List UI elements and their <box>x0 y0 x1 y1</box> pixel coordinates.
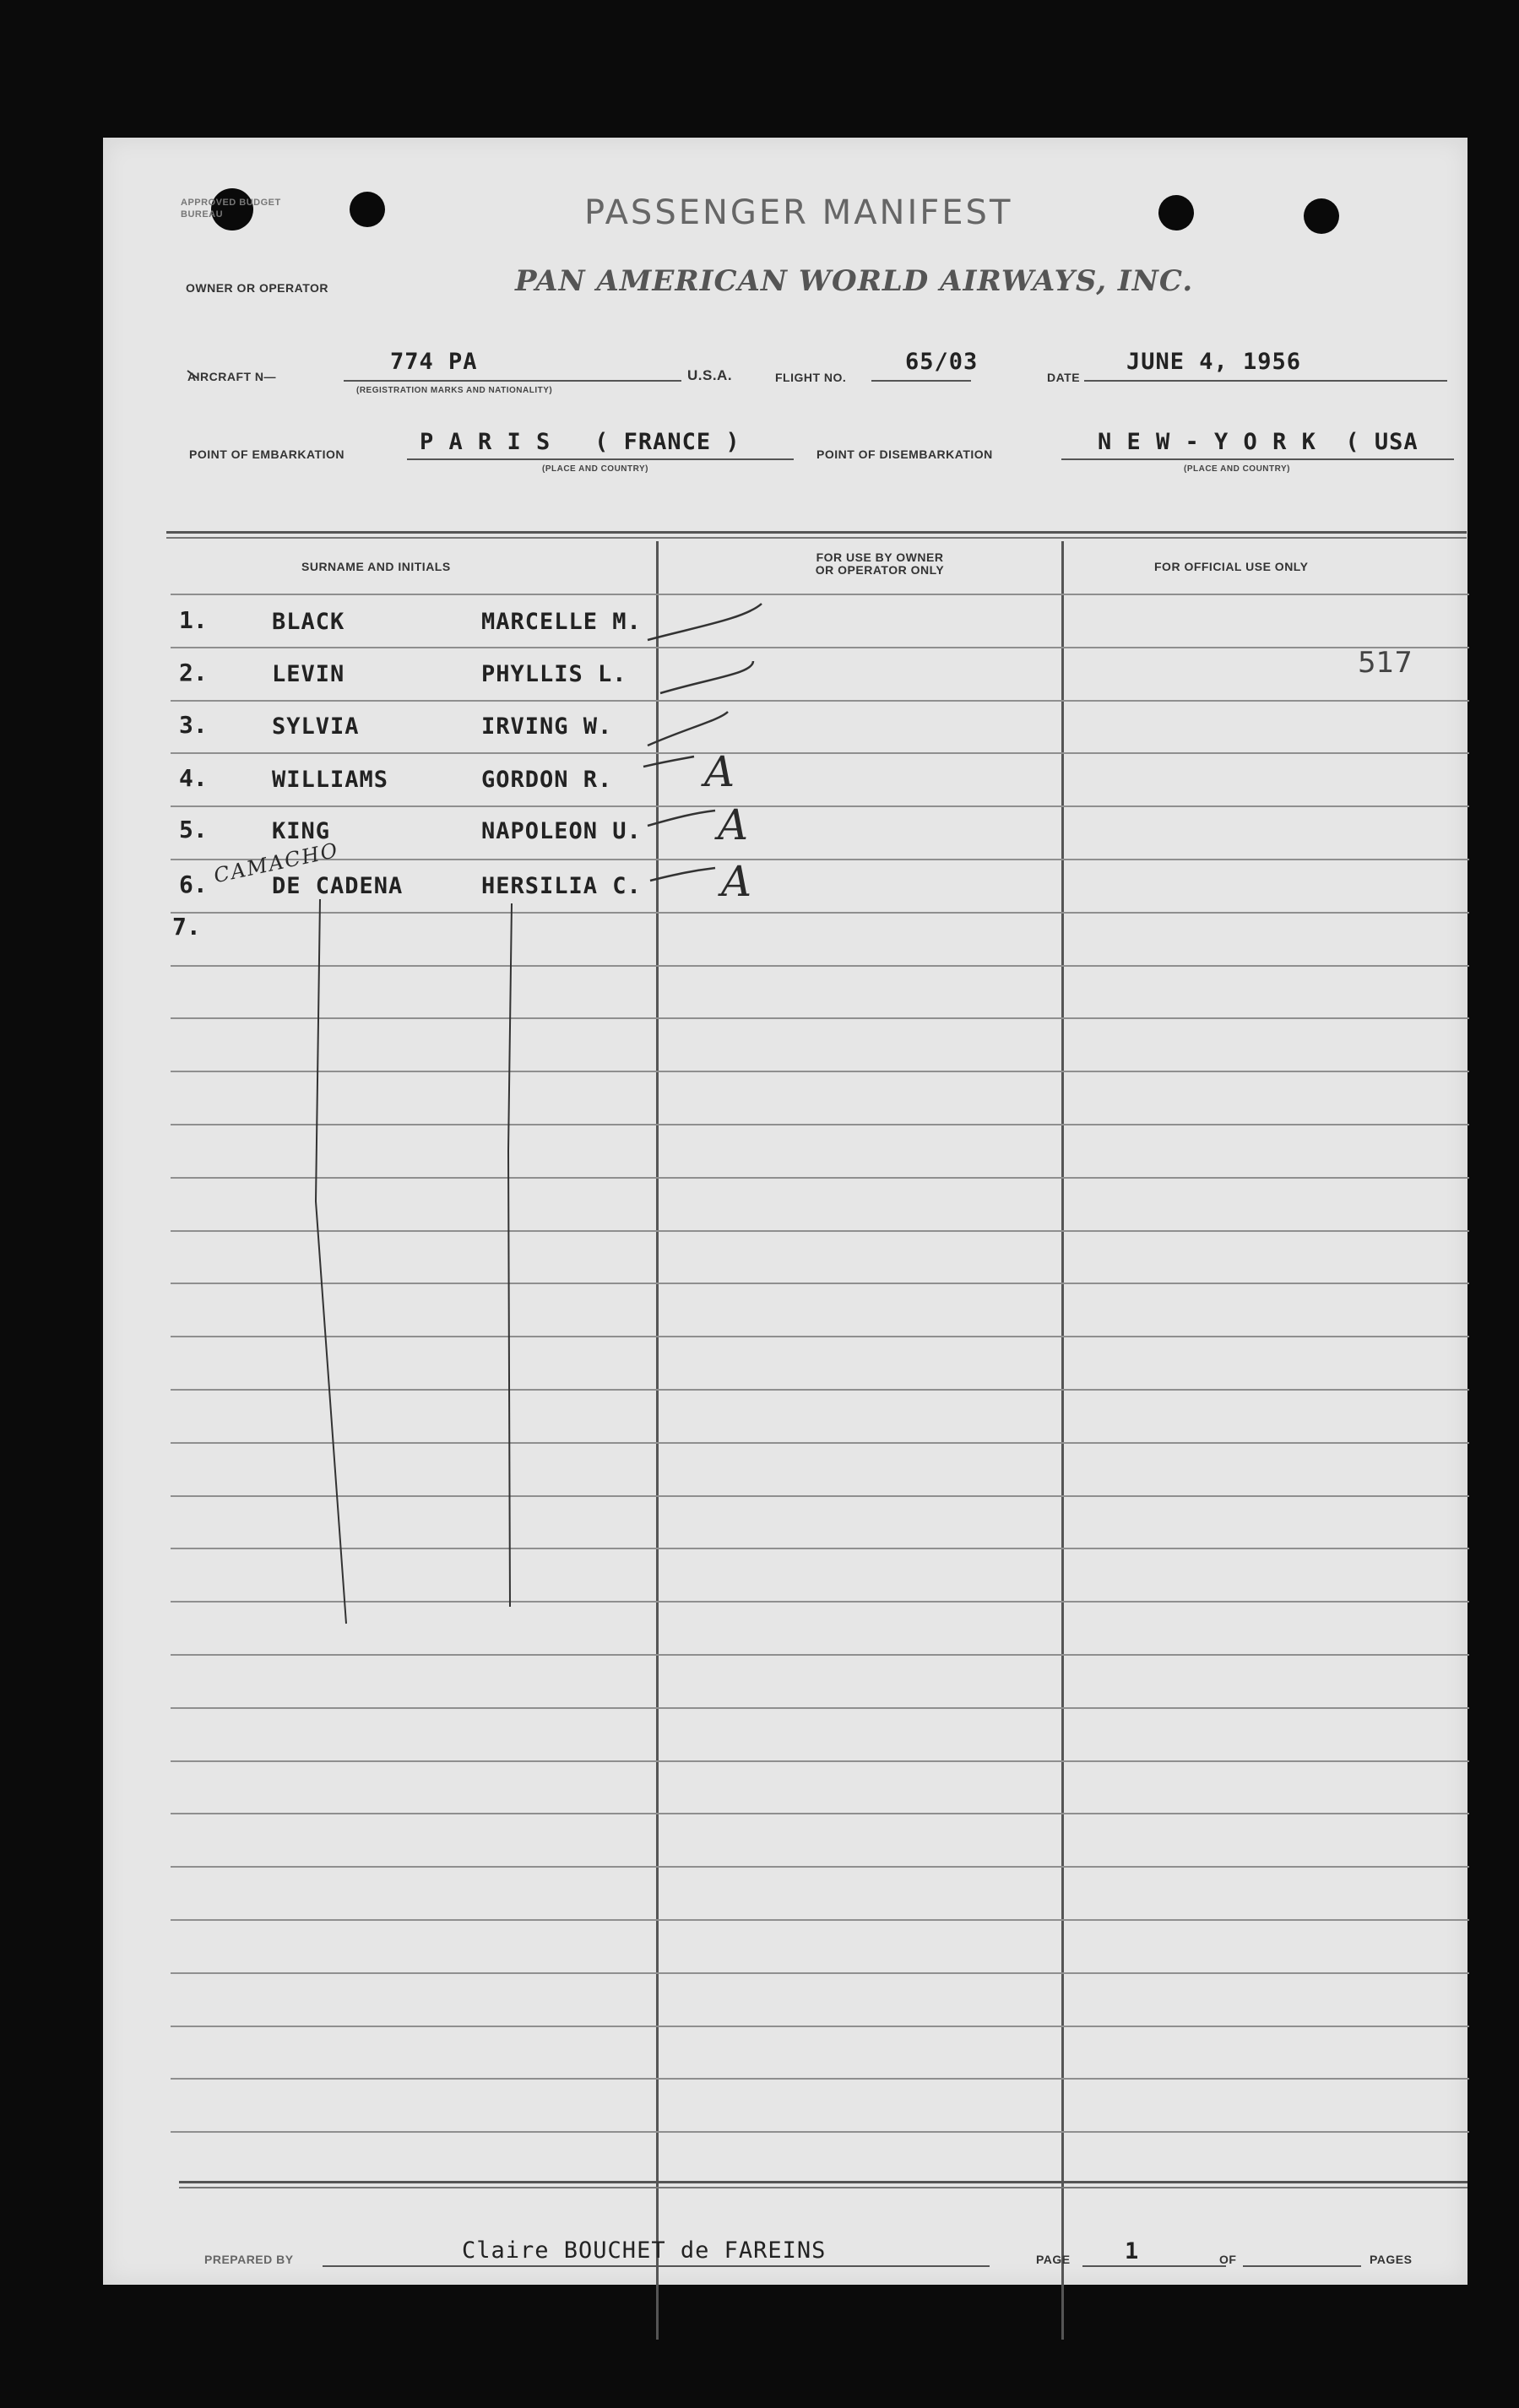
ruled-row-line <box>171 1336 1469 1337</box>
approval-note: APPROVED BUDGET BUREAU <box>181 198 281 220</box>
ruled-row-line <box>171 1654 1469 1656</box>
passenger-given-names: MARCELLE M. <box>481 609 642 635</box>
ruled-row-line <box>171 1389 1469 1391</box>
handwritten-mark: A <box>721 857 752 906</box>
row-number: 7. <box>172 913 201 941</box>
embarkation-label: POINT OF EMBARKATION <box>189 447 344 461</box>
aircraft-caption: (REGISTRATION MARKS AND NATIONALITY) <box>356 386 553 395</box>
ruled-row-line <box>171 1919 1469 1921</box>
ruled-row-line <box>171 1071 1469 1072</box>
ruled-row-line <box>171 1230 1469 1232</box>
column-header-official-use: FOR OFFICIAL USE ONLY <box>1154 560 1309 573</box>
ruled-row-line <box>171 1972 1469 1974</box>
passenger-given-names: GORDON R. <box>481 767 613 793</box>
page-value: 1 <box>1125 2238 1140 2264</box>
column-divider <box>656 541 659 2340</box>
ruled-row-line <box>171 912 1469 914</box>
date-label: DATE <box>1047 371 1081 384</box>
passenger-surname: KING <box>272 818 331 844</box>
ruled-row-line <box>171 1813 1469 1814</box>
ruled-row-line <box>171 965 1469 967</box>
owner-value: PAN AMERICAN WORLD AIRWAYS, INC. <box>515 264 1194 298</box>
passenger-surname: SYLVIA <box>272 713 360 740</box>
row-number: 1. <box>179 606 208 634</box>
punch-hole <box>1304 198 1339 234</box>
row-number: 6. <box>179 870 208 898</box>
ruled-row-line <box>171 1866 1469 1868</box>
row-number: 2. <box>179 659 208 686</box>
row-number: 4. <box>179 764 208 792</box>
punch-hole <box>1158 195 1194 230</box>
page-label: PAGE <box>1036 2253 1071 2266</box>
ruled-row-line <box>171 2078 1469 2080</box>
date-value: JUNE 4, 1956 <box>1126 349 1302 375</box>
of-label: OF <box>1219 2253 1237 2266</box>
handwritten-mark: A <box>704 747 735 796</box>
column-header-names: SURNAME AND INITIALS <box>301 560 451 573</box>
handwritten-surname-correction: CAMACHO <box>211 838 341 888</box>
ruled-row-line <box>171 805 1469 807</box>
ruled-row-line <box>171 700 1469 702</box>
ruled-row-line <box>171 2026 1469 2027</box>
ruled-row-line <box>171 1548 1469 1549</box>
punch-hole <box>350 192 385 227</box>
row-number: 3. <box>179 711 208 739</box>
official-stamp-number: 517 <box>1358 646 1413 680</box>
usa-label: U.S.A. <box>687 367 733 383</box>
aircraft-value: 774 PA <box>390 349 478 375</box>
owner-label: OWNER OR OPERATOR <box>186 281 328 295</box>
passenger-given-names: NAPOLEON U. <box>481 818 642 844</box>
passenger-surname: BLACK <box>272 609 345 635</box>
ruled-row-line <box>171 1495 1469 1497</box>
column-header-owner-use: FOR USE BY OWNER OR OPERATOR ONLY <box>815 550 945 577</box>
manifest-sheet <box>103 138 1467 2285</box>
row-number: 5. <box>179 816 208 843</box>
ruled-row-line <box>171 1442 1469 1444</box>
column-divider <box>1061 541 1064 2340</box>
ruled-row-line <box>171 859 1469 860</box>
prepared-by-label: PREPARED BY <box>204 2253 294 2266</box>
pages-label: PAGES <box>1370 2253 1413 2266</box>
ruled-row-line <box>171 1601 1469 1603</box>
passenger-surname: DE CADENA <box>272 873 404 899</box>
document-title: PASSENGER MANIFEST <box>584 193 1013 232</box>
handwritten-mark: A <box>718 800 749 849</box>
ruled-row-line <box>171 647 1469 648</box>
disembarkation-label: POINT OF DISEMBARKATION <box>816 447 993 461</box>
ruled-row-line <box>171 2131 1469 2133</box>
prepared-by-value: Claire BOUCHET de FAREINS <box>462 2237 827 2264</box>
embarkation-caption: (PLACE AND COUNTRY) <box>542 464 648 474</box>
disembarkation-caption: (PLACE AND COUNTRY) <box>1184 464 1290 474</box>
passenger-surname: LEVIN <box>272 661 345 687</box>
aircraft-label: AIRCRAFT N— <box>187 370 277 383</box>
passenger-given-names: PHYLLIS L. <box>481 661 627 687</box>
passenger-given-names: IRVING W. <box>481 713 613 740</box>
disembarkation-value: N E W - Y O R K ( USA <box>1098 429 1419 455</box>
ruled-row-line <box>171 594 1469 595</box>
flight-value: 65/03 <box>905 349 979 375</box>
ruled-row-line <box>171 1124 1469 1125</box>
embarkation-value: P A R I S ( FRANCE ) <box>420 429 741 455</box>
ruled-row-line <box>171 1017 1469 1019</box>
passenger-given-names: HERSILIA C. <box>481 873 642 899</box>
ruled-row-line <box>171 1283 1469 1284</box>
passenger-surname: WILLIAMS <box>272 767 389 793</box>
ruled-row-line <box>171 1177 1469 1179</box>
ruled-row-line <box>171 752 1469 754</box>
flight-label: FLIGHT NO. <box>775 371 847 384</box>
ruled-row-line <box>171 1707 1469 1709</box>
ruled-row-line <box>171 1760 1469 1762</box>
